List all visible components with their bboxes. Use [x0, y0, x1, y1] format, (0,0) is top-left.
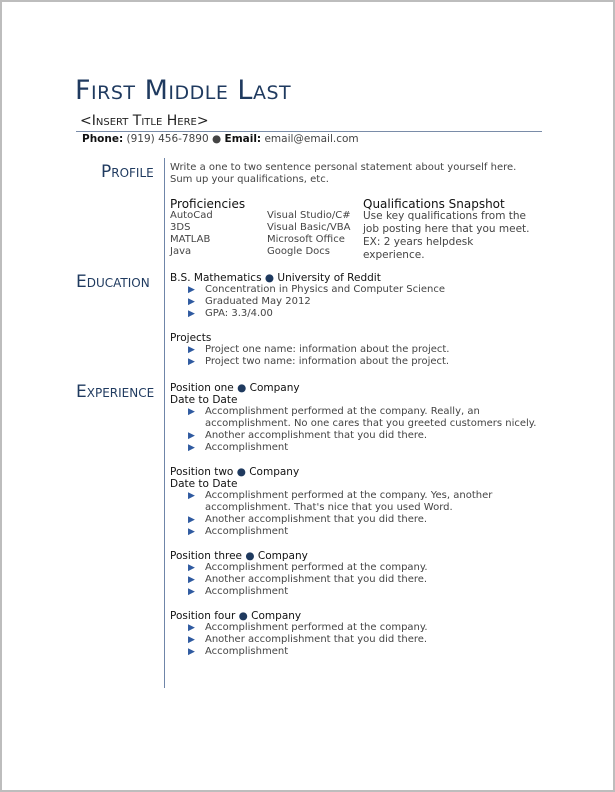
arrow-icon: ▶ [188, 635, 195, 645]
arrow-icon: ▶ [188, 345, 195, 355]
list-item: ▶ Accomplishment [188, 526, 289, 537]
arrow-icon: ▶ [188, 357, 195, 367]
position-bullets [170, 490, 538, 538]
position-company: Company [249, 382, 300, 394]
position-line [170, 610, 538, 622]
list-item: ▶ Accomplishment performed at the company. [188, 622, 428, 633]
section-divider-line [164, 158, 165, 688]
arrow-icon: ▶ [188, 515, 195, 525]
list-item: ▶ Another accomplishment that you did there. [188, 514, 428, 525]
position-title: Position three [170, 550, 242, 562]
proficiency-item: Java [170, 246, 192, 257]
position-entry [170, 466, 538, 538]
qualifications-block [363, 198, 538, 262]
list-item: ▶ Accomplishment [188, 442, 289, 453]
list-item: ▶ GPA: 3.3/4.00 [188, 308, 273, 319]
arrow-icon: ▶ [188, 575, 195, 585]
resume-title: <Insert Title Here> [80, 113, 209, 129]
position-entry [170, 610, 538, 658]
phone-value: (919) 456-7890 [126, 133, 209, 145]
header-divider [76, 131, 542, 132]
arrow-icon: ▶ [188, 623, 195, 633]
education-heading: Education [76, 272, 150, 292]
arrow-icon: ▶ [188, 491, 195, 501]
proficiency-item: Visual Basic/VBA [267, 222, 351, 233]
arrow-icon: ▶ [188, 563, 195, 573]
email-value: email@email.com [264, 133, 359, 145]
position-entry [170, 550, 538, 598]
proficiency-item: Microsoft Office [267, 234, 345, 245]
proficiency-item: Visual Studio/C# [267, 210, 351, 221]
separator-dot: ● [245, 550, 255, 562]
arrow-icon: ▶ [188, 647, 195, 657]
separator-dot: ● [212, 133, 222, 145]
profile-statement: Write a one to two sentence personal statement about yourself here. Sum up your qualifications, etc. [170, 162, 517, 185]
experience-block [170, 382, 538, 658]
proficiency-item: AutoCad [170, 210, 213, 221]
projects-list [170, 344, 540, 368]
position-entry [170, 382, 538, 454]
list-item: ▶ Accomplishment performed at the company. Really, an accomplishment. No one cares that you greeted customers nicely. [188, 406, 537, 429]
proficiency-item: MATLAB [170, 234, 211, 245]
list-item: ▶ Accomplishment [188, 646, 289, 657]
separator-dot: ● [236, 466, 246, 478]
arrow-icon: ▶ [188, 407, 195, 417]
list-item: ▶ Another accomplishment that you did there. [188, 430, 428, 441]
list-item: ▶ Project one name: information about the project. [188, 344, 450, 355]
position-company: Company [251, 610, 302, 622]
degree: B.S. Mathematics [170, 272, 262, 284]
proficiencies-block [170, 198, 360, 258]
position-title: Position two [170, 466, 234, 478]
list-item: ▶ Graduated May 2012 [188, 296, 311, 307]
arrow-icon: ▶ [188, 285, 195, 295]
arrow-icon: ▶ [188, 443, 195, 453]
position-dates: Date to Date [170, 394, 238, 406]
position-company: Company [249, 466, 300, 478]
arrow-icon: ▶ [188, 431, 195, 441]
list-item: ▶ Accomplishment [188, 586, 289, 597]
position-bullets [170, 406, 538, 454]
position-company: Company [257, 550, 308, 562]
list-item: ▶ Concentration in Physics and Computer Science [188, 284, 446, 295]
position-title: Position one [170, 382, 234, 394]
position-line [170, 382, 538, 394]
arrow-icon: ▶ [188, 297, 195, 307]
proficiencies-col-2 [267, 210, 351, 258]
separator-dot: ● [264, 272, 275, 284]
experience-heading: Experience [76, 382, 155, 402]
education-block [170, 272, 540, 368]
phone-label: Phone: [82, 133, 124, 145]
position-bullets [170, 562, 538, 598]
list-item: ▶ Another accomplishment that you did there. [188, 574, 428, 585]
email-label: Email: [224, 133, 262, 145]
list-item: ▶ Accomplishment performed at the company. Yes, another accomplishment. That's nice that you used Word. [188, 490, 493, 513]
proficiencies-title: Proficiencies [170, 197, 246, 211]
separator-dot: ● [238, 610, 248, 622]
list-item: ▶ Another accomplishment that you did there. [188, 634, 428, 645]
qualifications-title: Qualifications Snapshot [363, 197, 505, 211]
separator-dot: ● [237, 382, 247, 394]
position-line [170, 550, 538, 562]
school: University of Reddit [277, 272, 381, 284]
position-line [170, 466, 538, 478]
position-title: Position four [170, 610, 236, 622]
arrow-icon: ▶ [188, 527, 195, 537]
list-item: ▶ Accomplishment performed at the company. [188, 562, 428, 573]
projects-title: Projects [170, 332, 212, 344]
qualifications-text: Use key qualifications from the job posting here that you meet. EX: 2 years helpdesk experience. [363, 210, 530, 261]
list-item: ▶ Project two name: information about the project. [188, 356, 450, 367]
proficiency-item: Google Docs [267, 246, 330, 257]
position-dates: Date to Date [170, 478, 238, 490]
position-bullets [170, 622, 538, 658]
arrow-icon: ▶ [188, 309, 195, 319]
arrow-icon: ▶ [188, 587, 195, 597]
proficiencies-col-1 [170, 210, 267, 258]
profile-heading: Profile [101, 162, 154, 182]
proficiency-item: 3DS [170, 222, 191, 233]
resume-name: First Middle Last [75, 75, 292, 106]
degree-line [170, 272, 540, 284]
contact-line [82, 133, 359, 145]
education-bullets [170, 284, 540, 320]
